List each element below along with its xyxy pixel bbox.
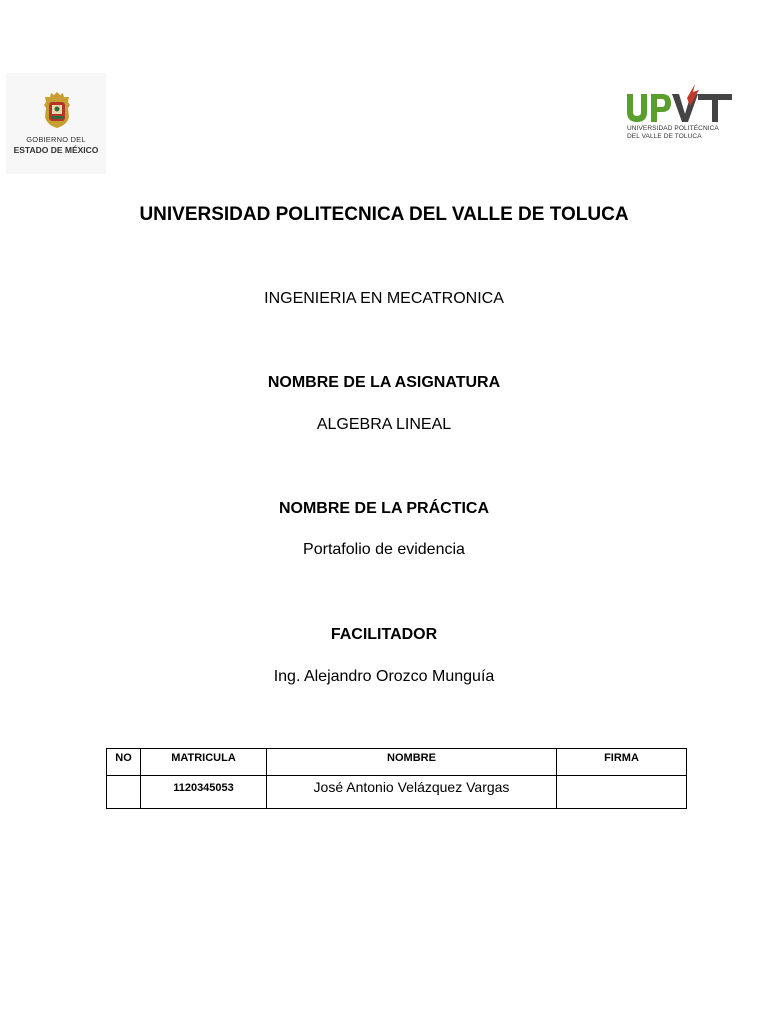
career: INGENIERIA EN MECATRONICA	[264, 290, 504, 307]
gobierno-estado-mexico-logo	[6, 73, 106, 174]
cell-nombre: José Antonio Velázquez Vargas	[267, 776, 557, 809]
upvt-wordmark-icon	[624, 82, 736, 124]
subject-value: ALGEBRA LINEAL	[316, 416, 452, 433]
cell-firma	[557, 776, 687, 809]
practice-label: NOMBRE DE LA PRÁCTICA	[278, 500, 490, 517]
subject-label: NOMBRE DE LA ASIGNATURA	[267, 374, 501, 391]
header-nombre: NOMBRE	[267, 749, 557, 776]
coat-of-arms-icon	[43, 91, 71, 129]
header-no: NO	[107, 749, 141, 776]
practice-value: Portafolio de evidencia	[303, 541, 465, 558]
gobierno-line1: GOBIERNO DEL	[26, 135, 86, 144]
header-firma: FIRMA	[557, 749, 687, 776]
cell-no	[107, 776, 141, 809]
gobierno-line2: ESTADO DE MÉXICO	[13, 145, 99, 155]
students-table	[106, 748, 687, 809]
header-matricula: MATRICULA	[141, 749, 267, 776]
table-row	[107, 776, 687, 809]
upvt-line2: DEL VALLE DE TOLUCA	[627, 133, 702, 140]
university-title: UNIVERSIDAD POLITECNICA DEL VALLE DE TOLUCA	[139, 204, 629, 225]
upvt-line1: UNIVERSIDAD POLITÉCNICA	[627, 125, 719, 132]
table-header-row	[107, 749, 687, 776]
facilitator-label: FACILITADOR	[330, 626, 438, 643]
upvt-logo	[624, 82, 736, 142]
facilitator-value: Ing. Alejandro Orozco Munguía	[273, 668, 495, 685]
cell-matricula: 1120345053	[141, 776, 267, 809]
